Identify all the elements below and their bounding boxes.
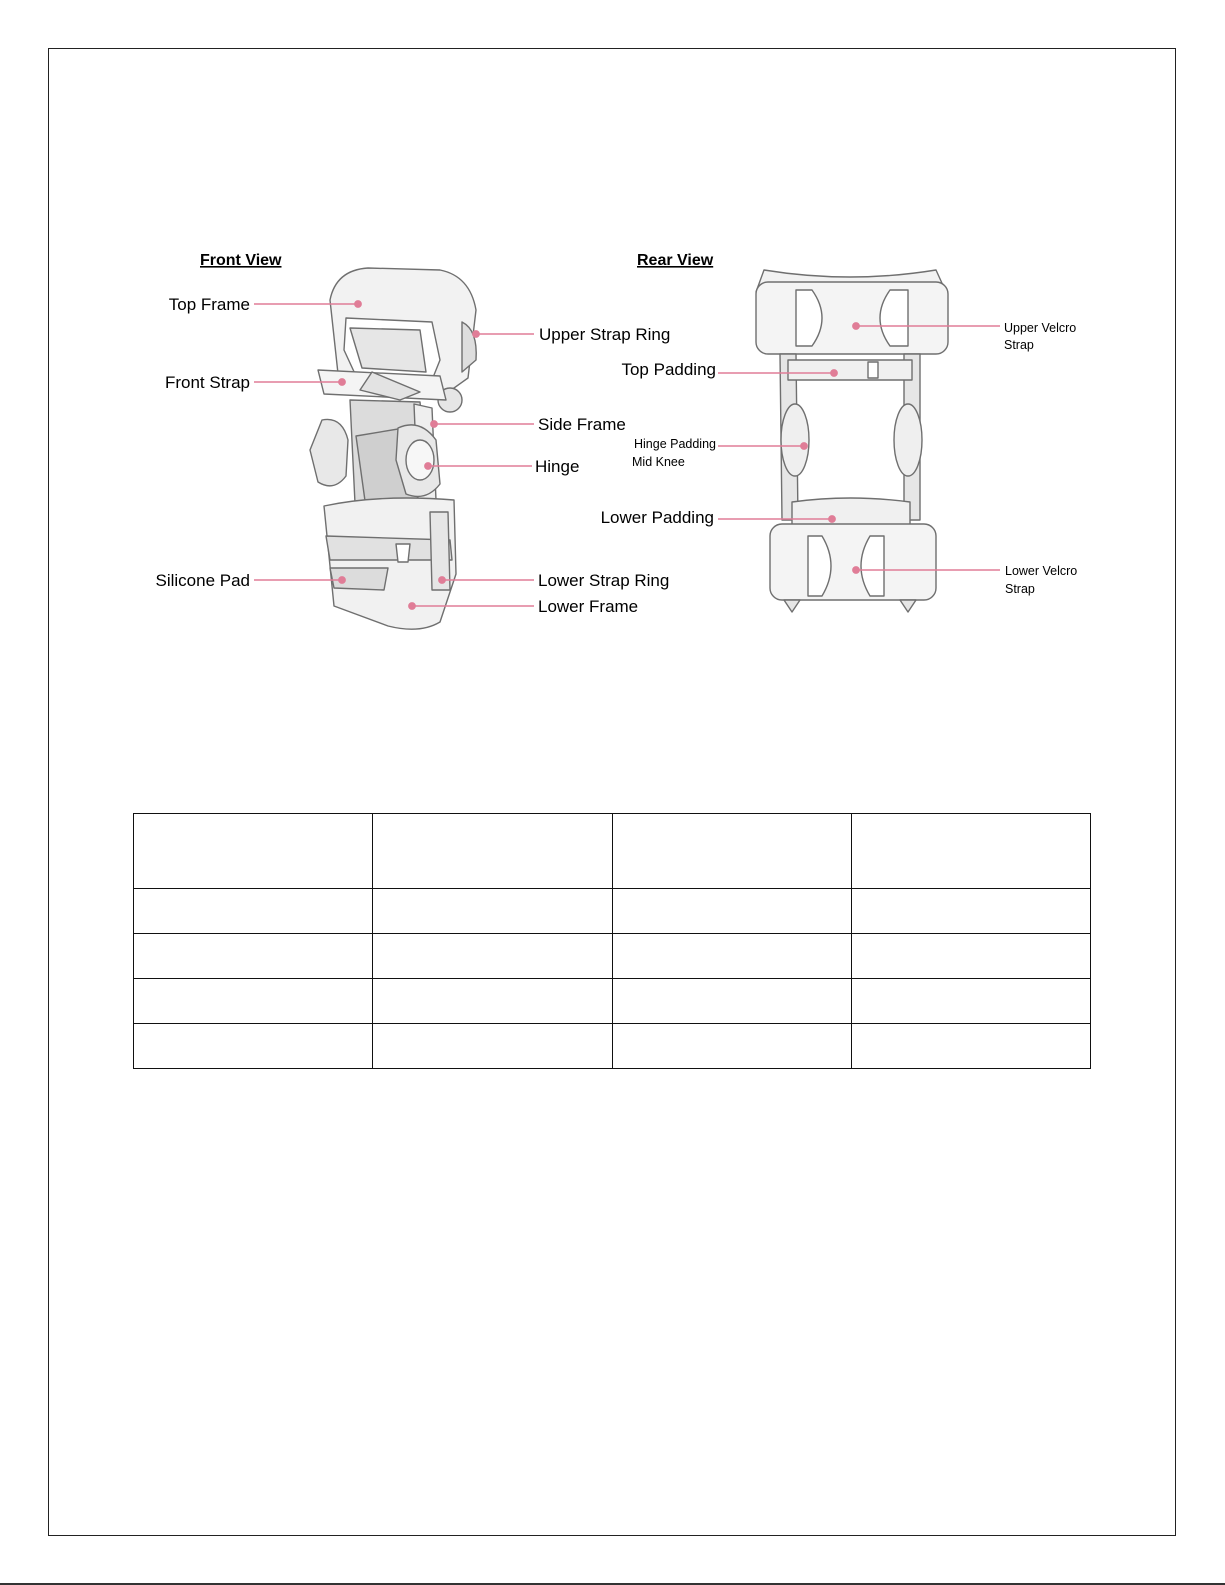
table-cell — [851, 889, 1090, 934]
label-lower-velcro-strap: Strap — [1005, 582, 1035, 596]
label-lower-padding: Lower Padding — [600, 508, 714, 527]
label-front-strap: Front Strap — [164, 373, 250, 392]
spec-table — [133, 813, 1091, 1069]
table-cell — [134, 979, 373, 1024]
table-cell — [851, 1024, 1090, 1069]
table-row — [134, 979, 1091, 1024]
label-hinge-padding-mid-knee: Mid Knee — [632, 455, 685, 469]
table-header-row — [134, 814, 1091, 889]
table-cell — [134, 1024, 373, 1069]
label-upper-velcro-strap: Strap — [1004, 338, 1034, 352]
table-cell — [373, 889, 612, 934]
label-side-frame: Side Frame — [538, 415, 626, 434]
label-upper-velcro: Upper Velcro — [1004, 321, 1077, 335]
table-cell — [373, 979, 612, 1024]
table-cell — [612, 1024, 851, 1069]
table-cell — [612, 934, 851, 979]
label-top-padding: Top Padding — [621, 360, 716, 379]
label-top-frame: Top Frame — [168, 295, 250, 314]
table-cell — [373, 934, 612, 979]
table-cell — [134, 889, 373, 934]
label-lower-velcro: Lower Velcro — [1005, 564, 1078, 578]
label-upper-strap-ring: Upper Strap Ring — [539, 325, 671, 344]
table-cell — [612, 979, 851, 1024]
table-row — [134, 889, 1091, 934]
table-cell — [851, 979, 1090, 1024]
rear-brace-illustration — [756, 270, 948, 612]
table-cell — [612, 889, 851, 934]
label-silicone-pad: Silicone Pad — [155, 571, 250, 590]
table-cell — [851, 814, 1090, 889]
table-cell — [373, 1024, 612, 1069]
label-hinge: Hinge — [535, 457, 580, 476]
table-row — [134, 934, 1091, 979]
table-cell — [373, 814, 612, 889]
label-hinge-padding: Hinge Padding — [633, 437, 716, 451]
front-view-title: Front View — [200, 252, 282, 269]
table-row — [134, 1024, 1091, 1069]
label-lower-frame: Lower Frame — [538, 597, 639, 616]
table-cell — [134, 934, 373, 979]
label-lower-strap-ring: Lower Strap Ring — [538, 571, 670, 590]
table-cell — [851, 934, 1090, 979]
table-cell — [134, 814, 373, 889]
table-cell — [612, 814, 851, 889]
front-brace-illustration — [310, 268, 476, 629]
rear-view-title: Rear View — [637, 252, 714, 269]
